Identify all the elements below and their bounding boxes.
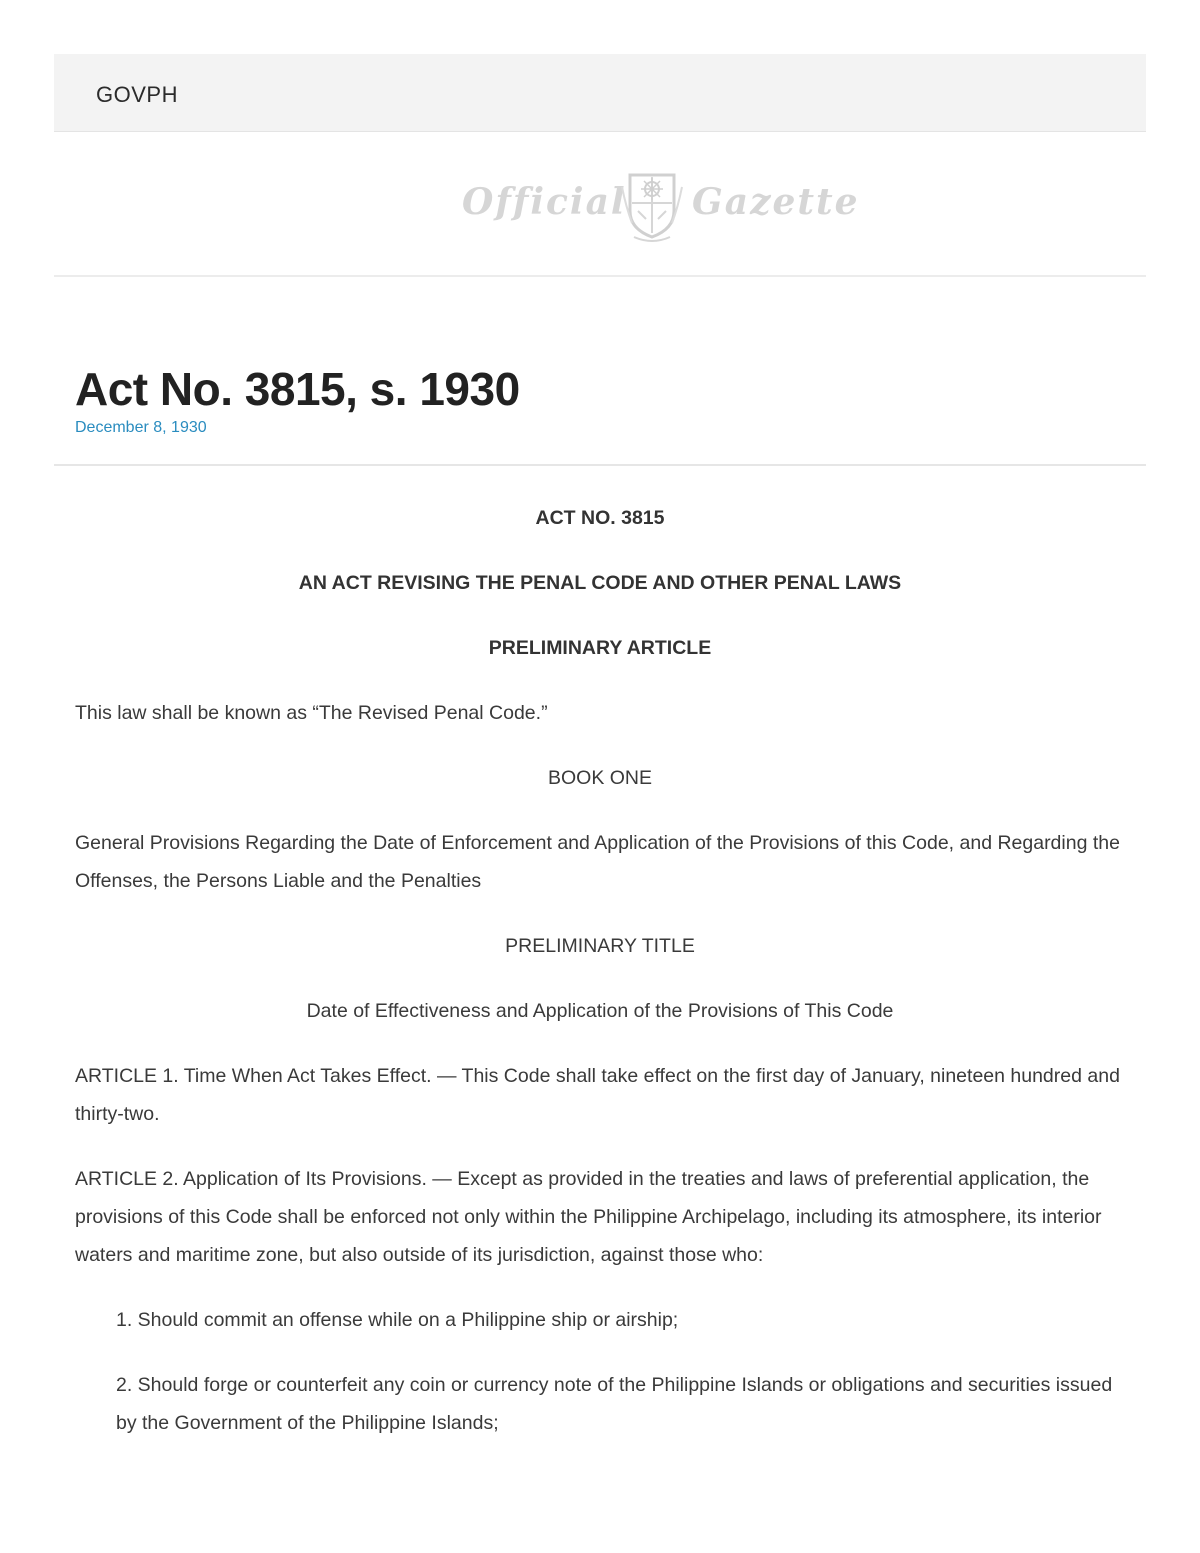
title-section	[54, 278, 1146, 466]
publish-date-link[interactable]: December 8, 1930	[75, 419, 207, 436]
govph-topbar	[54, 54, 1146, 132]
preliminary-article-text: This law shall be known as “The Revised Penal Code.”	[75, 702, 548, 724]
act-number: ACT NO. 3815	[535, 507, 665, 529]
coat-of-arms-icon	[620, 167, 684, 243]
preliminary-article-heading: PRELIMINARY ARTICLE	[488, 637, 712, 659]
article-1: ARTICLE 1. Time When Act Takes Effect. — This Code shall take effect on the first day of January, nineteen hundred and thirty-two.	[75, 1065, 1120, 1125]
list-item: 2. Should forge or counterfeit any coin or currency note of the Philippine Islands or obligations and securities issued by the Government of the Philippine Islands;	[116, 1374, 1113, 1434]
govph-link[interactable]: GOVPH	[96, 82, 178, 107]
book-description: General Provisions Regarding the Date of Enforcement and Application of the Provisions of this Code, and Regarding the Offenses, the Persons Liable and the Penalties	[75, 832, 1120, 892]
official-gazette-logo[interactable]	[460, 163, 860, 243]
masthead	[54, 133, 1146, 277]
article-body	[75, 499, 1125, 1469]
logo-text-official: Official	[462, 181, 627, 223]
preliminary-title-heading: PRELIMINARY TITLE	[505, 935, 695, 957]
act-title: AN ACT REVISING THE PENAL CODE AND OTHER PENAL LAWS	[298, 572, 902, 594]
article-2: ARTICLE 2. Application of Its Provisions. — Except as provided in the treaties and laws of preferential application, the provisions of this Code shall be enforced not only within the Philippine Archipelago, including its atmosphere, its interior waters and maritime zone, but also outside of its jurisdiction, against those who:	[75, 1168, 1102, 1266]
preliminary-title-subheading: Date of Effectiveness and Application of the Provisions of This Code	[306, 1000, 894, 1022]
book-heading: BOOK ONE	[547, 767, 653, 789]
page-title: Act No. 3815, s. 1930	[75, 363, 520, 415]
logo-text-gazette: Gazette	[692, 181, 860, 223]
list-item: 1. Should commit an offense while on a Philippine ship or airship;	[116, 1309, 679, 1331]
